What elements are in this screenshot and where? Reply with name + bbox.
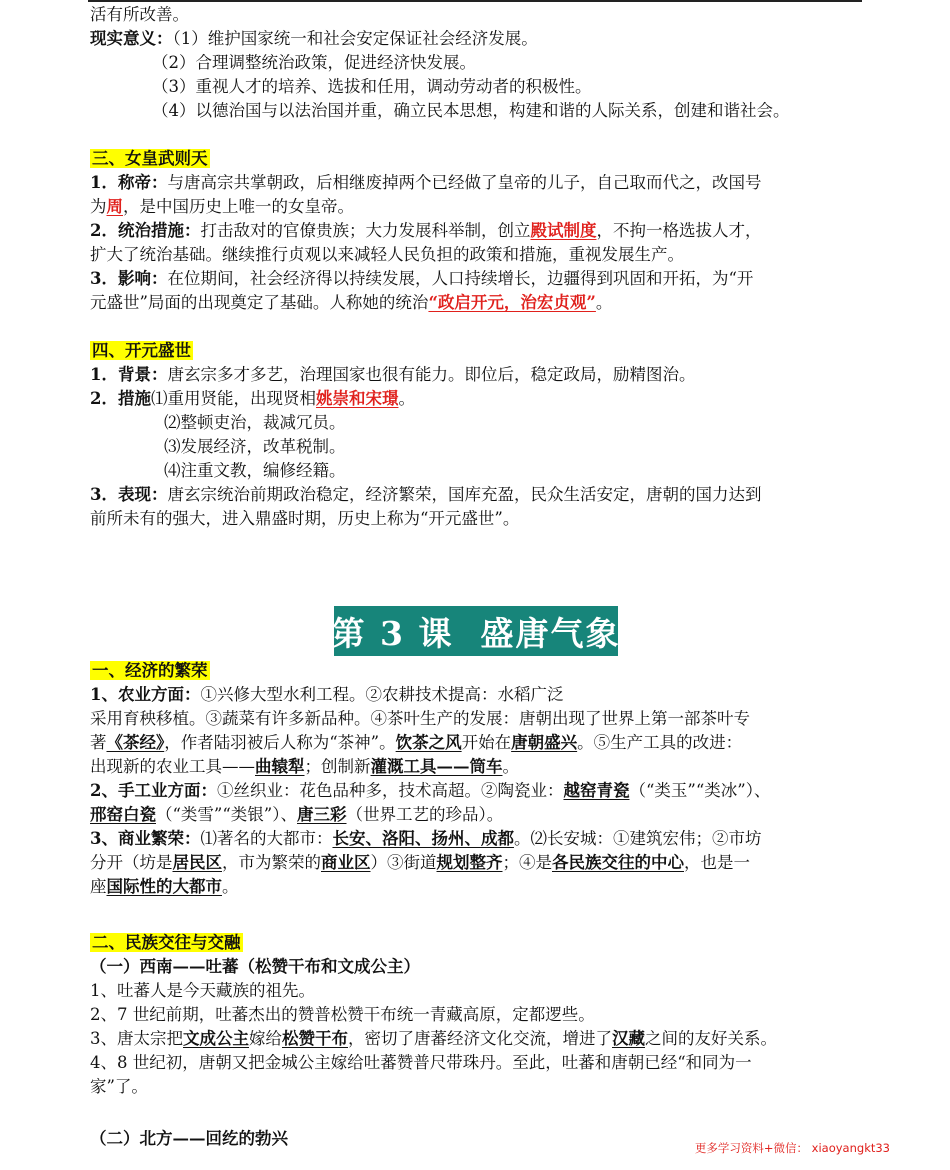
text-line: 2．措施⑴重用贤能，出现贤相姚崇和宋璟。: [90, 389, 415, 408]
text-line: （2）合理调整统治政策，促进经济快发展。: [152, 53, 476, 72]
text-line: 1、农业方面：①兴修大型水利工程。②农耕技术提高：水稻广泛: [90, 685, 564, 704]
text-line: ⑶发展经济，改革税制。: [164, 437, 346, 456]
text-line: 3．影响：在位期间，社会经济得以持续发展，人口持续增长，边疆得到巩固和开拓，为“开: [90, 269, 754, 288]
text-line: 扩大了统治基础。继续推行贞观以来减轻人民负担的政策和措施，重视发展生产。: [90, 245, 684, 264]
text-line: 1．背景：唐玄宗多才多艺，治理国家也很有能力。即位后，稳定政局，励精图治。: [90, 365, 696, 384]
text-line: 2．统治措施：打击敌对的官僚贵族；大力发展科举制，创立殿试制度，不拘一格选拔人才，: [90, 221, 762, 240]
text-line: 为周，是中国历史上唯一的女皇帝。: [90, 197, 354, 216]
top-divider: [88, 0, 862, 2]
text-line: 分开（坊是居民区，市为繁荣的商业区）③街道规划整齐；④是各民族交往的中心，也是一: [90, 853, 750, 872]
text-line: ⑷注重文教，编修经籍。: [164, 461, 346, 480]
text-line: 前所未有的强大，进入鼎盛时期，历史上称为“开元盛世”。: [90, 509, 520, 528]
text-line: 2、7 世纪前期，吐蕃杰出的赞普松赞干布统一青藏高原，定都逻些。: [90, 1005, 595, 1024]
subheading-tubo: （一）西南——吐蕃（松赞干布和文成公主）: [90, 957, 420, 976]
text-line: 现实意义：（1）维护国家统一和社会安定保证社会经济发展。: [90, 29, 538, 48]
section-heading-economy: 一、经济的繁荣: [92, 661, 208, 680]
section-heading-kaiyuan: 四、开元盛世: [92, 341, 191, 360]
lesson-title-banner: 第 3 课 盛唐气象: [334, 606, 618, 656]
text-line: ⑵整顿吏治，裁减冗员。: [164, 413, 346, 432]
text-line: 1、吐蕃人是今天藏族的祖先。: [90, 981, 315, 1000]
text-line: 2、手工业方面：①丝织业：花色品种多，技术高超。②陶瓷业：越窑青瓷（“类玉”“类冰”）、: [90, 781, 771, 800]
text-line: 3．表现：唐玄宗统治前期政治稳定，经济繁荣，国库充盈，民众生活安定，唐朝的国力达到: [90, 485, 762, 504]
section-heading-wuzetian: 三、女皇武则天: [92, 149, 208, 168]
text-line: 4、8 世纪初，唐朝又把金城公主嫁给吐蕃赞普尺带珠丹。至此，吐蕃和唐朝已经“和同为一: [90, 1053, 752, 1072]
text-line: 3、唐太宗把文成公主嫁给松赞干布，密切了唐蕃经济文化交流，增进了汉藏之间的友好关系。: [90, 1029, 777, 1048]
text-line: 1．称帝：与唐高宗共掌朝政，后相继废掉两个已经做了皇帝的儿子，自己取而代之，改国号: [90, 173, 762, 192]
text-line: 座国际性的大都市。: [90, 877, 239, 896]
section-heading-ethnic: 二、民族交往与交融: [92, 933, 241, 952]
text-line: （3）重视人才的培养、选拔和任用，调动劳动者的积极性。: [152, 77, 592, 96]
text-line: 著《茶经》，作者陆羽被后人称为“茶神”。饮茶之风开始在唐朝盛兴。⑤生产工具的改进：: [90, 733, 743, 752]
subheading-huihe: （二）北方——回纥的勃兴: [90, 1129, 288, 1148]
text-line: 元盛世”局面的出现奠定了基础。人称她的统治“政启开元，治宏贞观”。: [90, 293, 613, 312]
footer-watermark: 更多学习资料+微信： xiaoyangkt33: [694, 1141, 890, 1155]
text-line: 活有所改善。: [90, 5, 189, 24]
text-line: 出现新的农业工具——曲辕犁；创制新灌溉工具——筒车。: [90, 757, 519, 776]
text-line: 3、商业繁荣：⑴著名的大都市：长安、洛阳、扬州、成都。⑵长安城：①建筑宏伟；②市坊: [90, 829, 762, 848]
text-line: （4）以德治国与以法治国并重，确立民本思想，构建和谐的人际关系，创建和谐社会。: [152, 101, 790, 120]
text-line: 采用育秧移植。③蔬菜有许多新品种。④茶叶生产的发展：唐朝出现了世界上第一部茶叶专: [90, 709, 750, 728]
text-line: 邢窑白瓷（“类雪”“类银”）、唐三彩（世界工艺的珍品）。: [90, 805, 504, 824]
text-line: 家”了。: [90, 1077, 148, 1096]
